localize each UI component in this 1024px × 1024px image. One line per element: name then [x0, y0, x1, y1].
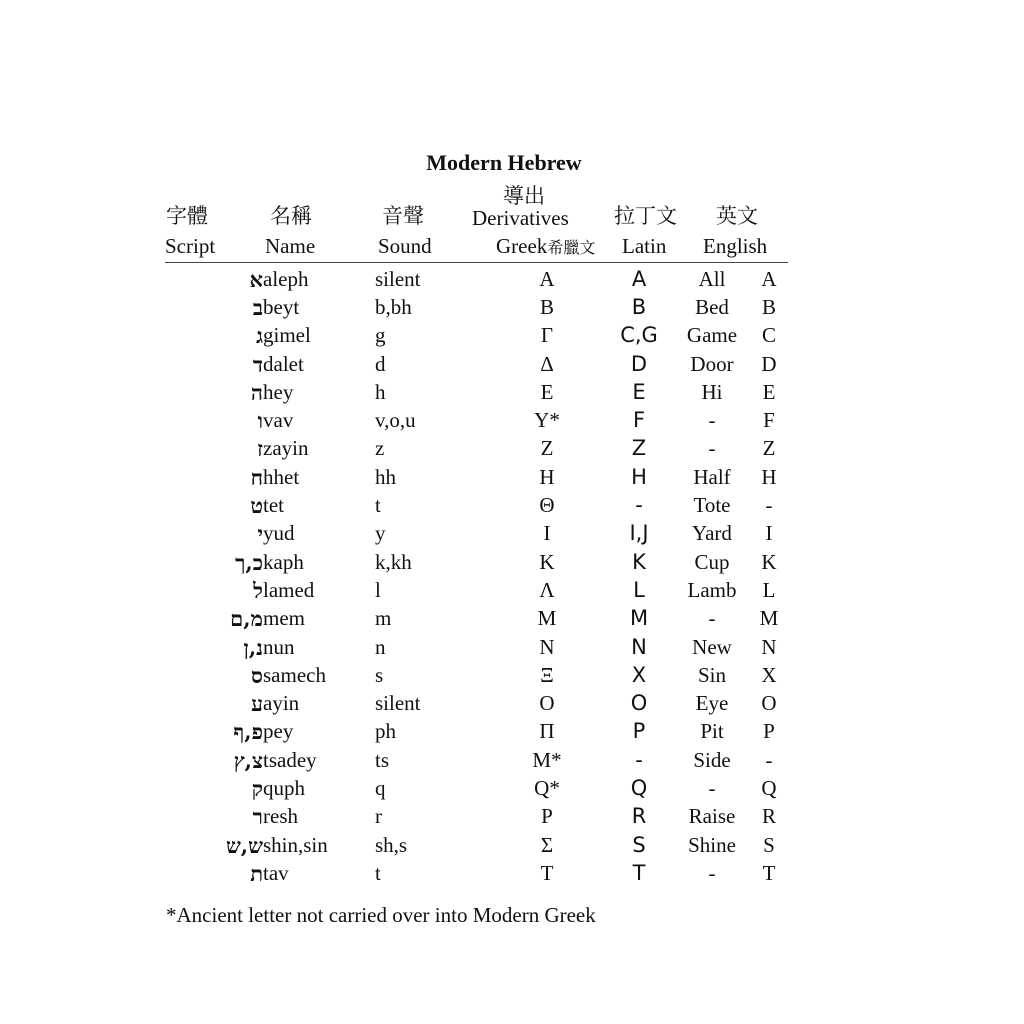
- greek-derivative: Z: [540, 436, 554, 461]
- table-row: [163, 491, 791, 519]
- table-title: Modern Hebrew: [426, 150, 582, 175]
- english-letter: D: [761, 351, 777, 376]
- latin-derivative: I,J: [629, 521, 649, 546]
- latin-derivative: A: [631, 266, 647, 291]
- table-row: [163, 378, 791, 406]
- hebrew-letter: פ,ף: [233, 719, 263, 745]
- english-example: Door: [690, 351, 734, 376]
- english-example: -: [708, 775, 716, 800]
- letter-name: beyt: [263, 294, 300, 319]
- english-letter: M: [759, 606, 779, 631]
- latin-derivative: K: [632, 549, 646, 574]
- letter-name: aleph: [263, 266, 309, 291]
- hebrew-letter: מ,ם: [230, 606, 263, 632]
- english-letter: T: [762, 860, 776, 885]
- letter-sound: y: [375, 521, 386, 546]
- header-derivatives-zh: 導出: [503, 184, 545, 208]
- english-letter: F: [763, 408, 775, 433]
- english-example: Half: [693, 464, 731, 489]
- letter-name: tav: [263, 860, 289, 885]
- hebrew-letter: ז: [257, 436, 263, 462]
- letter-sound: silent: [375, 266, 421, 291]
- letter-name: kaph: [263, 549, 304, 574]
- greek-derivative: E: [540, 379, 554, 404]
- english-example: -: [708, 436, 716, 461]
- english-example: -: [708, 606, 716, 631]
- letter-name: quph: [263, 775, 305, 800]
- english-example: -: [708, 408, 716, 433]
- letter-sound: g: [375, 323, 386, 348]
- english-example: Cup: [694, 549, 730, 574]
- table-row: [163, 548, 791, 576]
- greek-derivative: Q*: [534, 775, 560, 800]
- hebrew-letter: א: [249, 266, 263, 292]
- header-english: English: [703, 234, 768, 258]
- alphabet-table: [163, 265, 791, 888]
- letter-name: gimel: [263, 323, 311, 348]
- latin-derivative: T: [632, 860, 646, 885]
- latin-derivative: F: [632, 408, 646, 433]
- greek-derivative: M*: [532, 747, 562, 772]
- english-letter: H: [761, 464, 777, 489]
- letter-name: yud: [263, 521, 295, 546]
- letter-name: resh: [263, 804, 298, 829]
- greek-derivative: Γ: [540, 323, 554, 348]
- english-letter: O: [761, 691, 777, 716]
- footnote: *Ancient letter not carried over into Modern Greek: [166, 903, 596, 927]
- latin-derivative: O: [630, 691, 648, 716]
- letter-name: shin,sin: [263, 832, 328, 857]
- letter-name: hey: [263, 379, 294, 404]
- table-row: [163, 520, 791, 548]
- greek-derivative: Ξ: [540, 662, 554, 687]
- letter-name: mem: [263, 606, 305, 631]
- latin-derivative: X: [631, 662, 647, 687]
- table-row: [163, 633, 791, 661]
- header-greek-zh: 希臘文: [547, 238, 596, 257]
- english-letter: A: [761, 266, 777, 291]
- table-row: [163, 265, 791, 293]
- english-letter: R: [761, 804, 776, 829]
- latin-derivative: C,G: [620, 323, 658, 348]
- greek-derivative: A: [539, 266, 555, 291]
- letter-sound: v,o,u: [375, 408, 416, 433]
- letter-sound: z: [375, 436, 385, 461]
- english-letter: K: [761, 549, 777, 574]
- english-letter: I: [765, 521, 773, 546]
- latin-derivative: H: [631, 464, 647, 489]
- hebrew-letter: ב: [252, 294, 263, 320]
- hebrew-letter: ג: [256, 323, 263, 349]
- table-row: [163, 576, 791, 604]
- english-letter: E: [762, 379, 776, 404]
- table-row: [163, 718, 791, 746]
- hebrew-letter: ד: [252, 351, 263, 377]
- english-example: Pit: [700, 719, 724, 744]
- header-derivatives: Derivatives: [472, 206, 569, 230]
- table-row: [163, 293, 791, 321]
- latin-derivative: Q: [630, 775, 648, 800]
- english-example: Lamb: [687, 577, 737, 602]
- english-example: Raise: [688, 804, 736, 829]
- hebrew-letter: כ,ך: [235, 549, 263, 575]
- letter-name: lamed: [263, 577, 315, 602]
- english-example: -: [708, 860, 716, 885]
- table-row: [163, 831, 791, 859]
- hebrew-letter: ה: [250, 379, 263, 405]
- header-name-zh: 名稱: [270, 204, 312, 228]
- table-row: [163, 605, 791, 633]
- greek-derivative: K: [539, 549, 555, 574]
- greek-derivative: N: [539, 634, 555, 659]
- english-letter: P: [763, 719, 775, 744]
- greek-derivative: M: [537, 606, 557, 631]
- letter-sound: m: [375, 606, 392, 631]
- table-row: [163, 350, 791, 378]
- greek-derivative: I: [543, 521, 551, 546]
- english-example: Sin: [697, 662, 726, 687]
- table-row: [163, 661, 791, 689]
- latin-derivative: Z: [631, 436, 647, 461]
- header-latin-zh: 拉丁文: [614, 204, 677, 228]
- letter-name: samech: [263, 662, 326, 687]
- table-row: [163, 463, 791, 491]
- letter-sound: t: [375, 860, 381, 885]
- letter-sound: sh,s: [375, 832, 408, 857]
- english-letter: C: [761, 323, 776, 348]
- latin-derivative: P: [632, 719, 646, 744]
- header-script: Script: [165, 234, 216, 258]
- letter-name: tet: [263, 493, 284, 518]
- header-rule: [165, 262, 788, 263]
- header-name: Name: [265, 234, 316, 258]
- table-row: [163, 803, 791, 831]
- letter-name: pey: [263, 719, 294, 744]
- table-row: [163, 746, 791, 774]
- greek-derivative: P: [541, 804, 553, 829]
- hebrew-letter: ט: [250, 493, 263, 519]
- latin-derivative: -: [635, 747, 643, 772]
- hebrew-letter: ו: [257, 408, 263, 434]
- letter-sound: l: [375, 577, 381, 602]
- greek-derivative: H: [539, 464, 555, 489]
- greek-derivative: Υ*: [534, 408, 560, 433]
- letter-name: hhet: [263, 464, 300, 489]
- hebrew-letter: ת: [250, 860, 263, 886]
- latin-derivative: B: [631, 294, 647, 319]
- english-example: Eye: [695, 691, 729, 716]
- english-example: Bed: [695, 294, 729, 319]
- english-letter: -: [765, 747, 773, 772]
- english-example: Game: [686, 323, 738, 348]
- letter-sound: r: [375, 804, 382, 829]
- hebrew-letter: נ,ן: [243, 634, 263, 660]
- english-example: Shine: [688, 832, 736, 857]
- header-script-zh: 字體: [166, 204, 208, 228]
- header-sound: Sound: [378, 234, 432, 258]
- english-example: Yard: [692, 521, 732, 546]
- letter-name: tsadey: [263, 747, 317, 772]
- letter-name: vav: [263, 408, 294, 433]
- hebrew-letter: ק: [251, 775, 263, 801]
- latin-derivative: L: [633, 577, 645, 602]
- english-letter: -: [765, 493, 773, 518]
- letter-sound: d: [375, 351, 386, 376]
- greek-derivative: Σ: [540, 832, 554, 857]
- greek-derivative: T: [540, 860, 554, 885]
- hebrew-letter: ש,ש: [225, 832, 263, 858]
- latin-derivative: S: [632, 832, 646, 857]
- letter-name: nun: [263, 634, 295, 659]
- letter-sound: h: [375, 379, 386, 404]
- english-letter: B: [761, 294, 776, 319]
- header-latin: Latin: [622, 234, 667, 258]
- header-english-zh: 英文: [716, 204, 758, 228]
- letter-sound: silent: [375, 691, 421, 716]
- english-example: Tote: [693, 493, 731, 518]
- header-greek-en: Greek: [496, 234, 548, 258]
- letter-name: zayin: [263, 436, 309, 461]
- letter-sound: ph: [375, 719, 396, 744]
- english-example: New: [692, 634, 732, 659]
- hebrew-letter: י: [257, 521, 263, 547]
- table-row: [163, 859, 791, 887]
- latin-derivative: N: [631, 634, 647, 659]
- english-letter: L: [762, 577, 776, 602]
- header-greek: [496, 234, 595, 259]
- latin-derivative: -: [635, 493, 643, 518]
- english-letter: X: [761, 662, 777, 687]
- english-example: Hi: [701, 379, 723, 404]
- greek-derivative: Λ: [539, 577, 555, 602]
- hebrew-letter: ר: [252, 804, 263, 830]
- greek-derivative: O: [539, 691, 555, 716]
- latin-derivative: E: [632, 379, 646, 404]
- greek-derivative: B: [539, 294, 554, 319]
- hebrew-letter: ל: [253, 577, 263, 603]
- letter-name: dalet: [263, 351, 304, 376]
- english-letter: N: [761, 634, 777, 659]
- latin-derivative: D: [630, 351, 648, 376]
- greek-derivative: Δ: [540, 351, 554, 376]
- hebrew-letter: ס: [251, 662, 263, 688]
- table-row: [163, 435, 791, 463]
- letter-sound: b,bh: [375, 294, 412, 319]
- letter-sound: hh: [375, 464, 396, 489]
- letter-name: ayin: [263, 691, 300, 716]
- english-example: All: [698, 266, 726, 291]
- english-letter: Q: [761, 775, 777, 800]
- latin-derivative: R: [631, 804, 647, 829]
- table-row: [163, 689, 791, 717]
- english-letter: Z: [762, 436, 776, 461]
- table-row: [163, 406, 791, 434]
- letter-sound: ts: [375, 747, 390, 772]
- table-row: [163, 774, 791, 802]
- greek-derivative: Π: [539, 719, 555, 744]
- table-row: [163, 322, 791, 350]
- hebrew-letter: ח: [250, 464, 263, 490]
- letter-sound: k,kh: [375, 549, 412, 574]
- letter-sound: n: [375, 634, 386, 659]
- letter-sound: t: [375, 493, 381, 518]
- header-sound-zh: 音聲: [382, 204, 424, 228]
- english-letter: S: [763, 832, 775, 857]
- greek-derivative: Θ: [539, 493, 555, 518]
- hebrew-letter: ע: [251, 691, 263, 717]
- letter-sound: s: [375, 662, 384, 687]
- hebrew-letter: צ,ץ: [233, 747, 263, 773]
- english-example: Side: [693, 747, 731, 772]
- latin-derivative: M: [629, 606, 649, 631]
- letter-sound: q: [375, 775, 386, 800]
